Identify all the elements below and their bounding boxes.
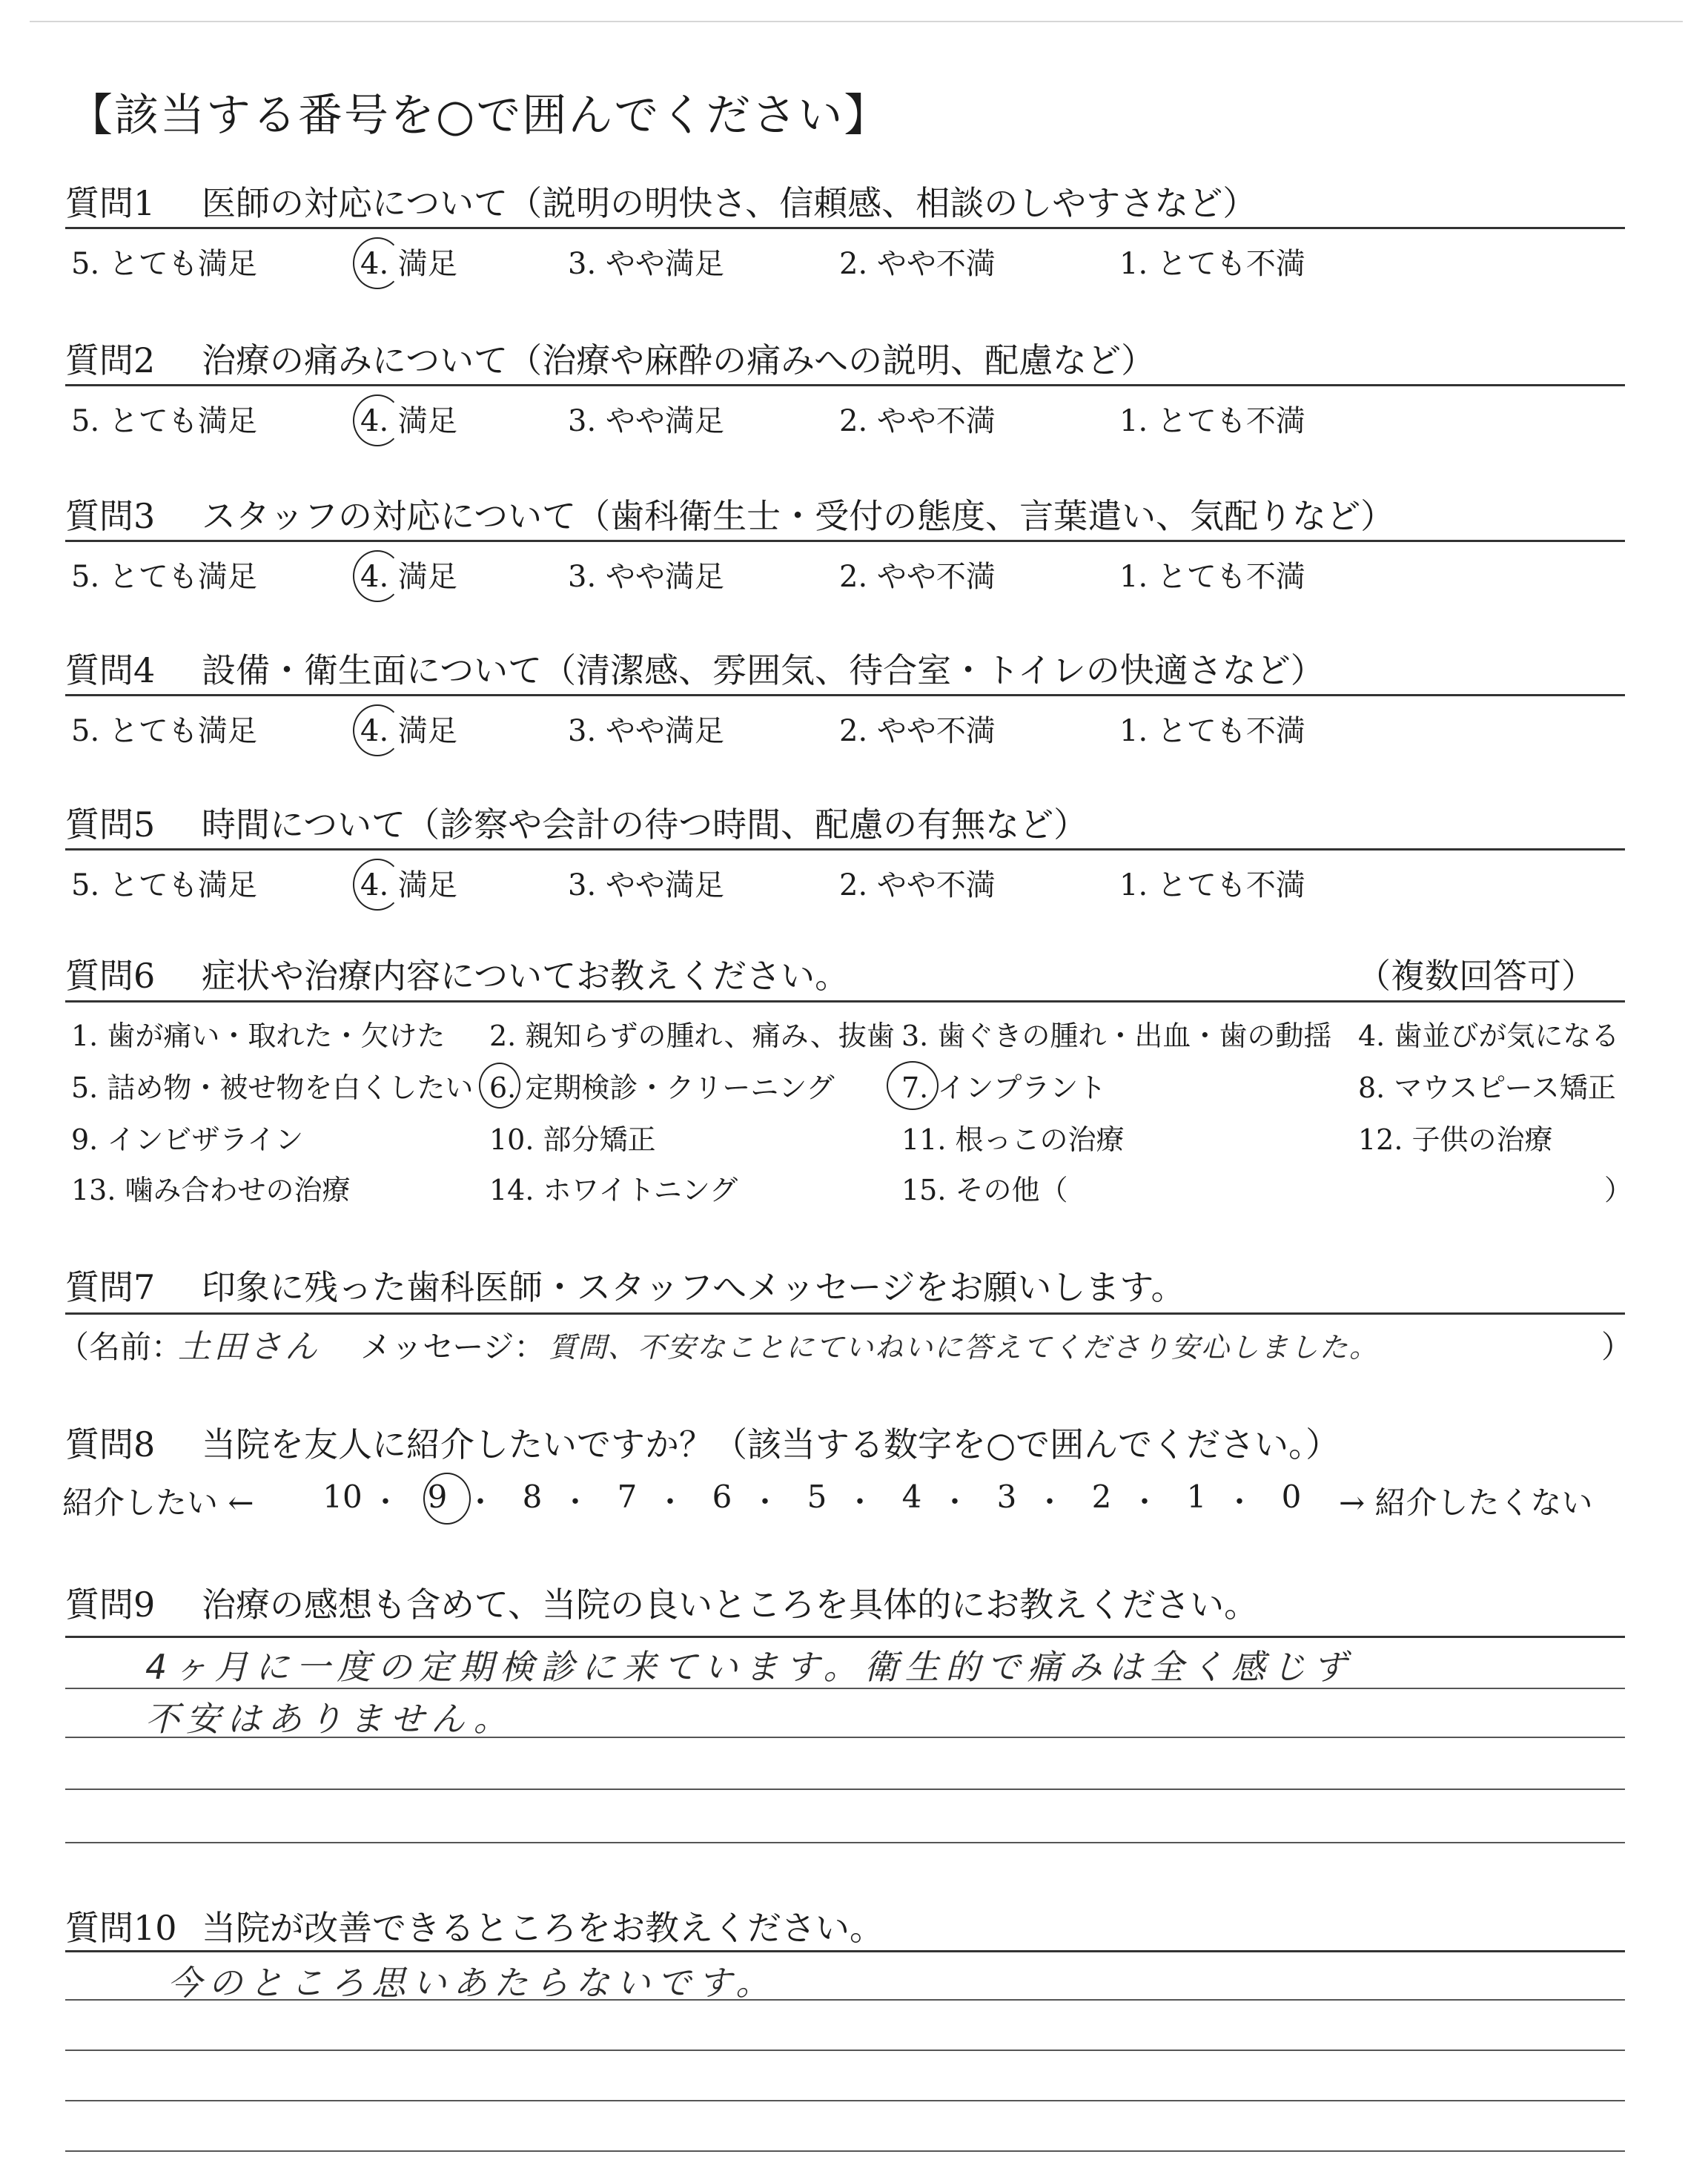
q8-separator: ・ — [560, 1485, 590, 1519]
q8-left-label: 紹介したい ← — [62, 1484, 254, 1521]
q8-scale-10: 10 — [322, 1479, 363, 1515]
q10-text: 当院が改善できるところをお教えください。 — [202, 1908, 884, 1948]
q6-option-2: 2. 親知らずの腫れ、痛み、抜歯 — [489, 1020, 895, 1052]
q8-right-label: → 紹介したくない — [1339, 1484, 1593, 1521]
q8-scale-2: 2 — [1091, 1479, 1112, 1515]
selection-circle-q5 — [353, 859, 402, 911]
q6-option-14: 14. ホワイトニング — [489, 1174, 738, 1206]
q6-option-10: 10. 部分矯正 — [489, 1123, 656, 1156]
q2-option-3: 3. やや満足 — [568, 404, 724, 438]
q9-answer-line-1: 4ヶ月に一度の定期検診に来ています。衛生的で痛みは全く感じず — [145, 1647, 1354, 1687]
q6-option-5: 5. 詰め物・被せ物を白くしたい — [71, 1071, 474, 1104]
q8-scale-6: 6 — [712, 1479, 732, 1515]
q3-option-3: 3. やや満足 — [568, 560, 724, 594]
q1-option-3: 3. やや満足 — [568, 247, 724, 281]
q7-close-paren: ） — [1601, 1329, 1633, 1365]
q4-option-3: 3. やや満足 — [568, 714, 724, 748]
q8-scale-1: 1 — [1186, 1479, 1207, 1515]
q6-option-16: ） — [1604, 1174, 1633, 1206]
q10-write-line-2 — [65, 2050, 1625, 2051]
q2-text: 治療の痛みについて（治療や麻酔の痛みへの説明、配慮など） — [202, 340, 1156, 380]
q6-option-8: 8. マウスピース矯正 — [1358, 1071, 1616, 1104]
q4-option-5: 5. とても満足 — [71, 714, 257, 748]
q7-text: 印象に残った歯科医師・スタッフへメッセージをお願いします。 — [202, 1267, 1185, 1307]
q6-text: 症状や治療内容についてお教えください。 — [202, 956, 850, 996]
q6-option-6: 6. 定期検診・クリーニング — [489, 1071, 835, 1104]
q8-scale-5: 5 — [807, 1479, 827, 1515]
q7-rule — [65, 1312, 1625, 1315]
q6-note: （複数回答可） — [1357, 956, 1595, 996]
q8-scale-7: 7 — [617, 1479, 638, 1515]
q7-name-value: 土田さん — [178, 1328, 320, 1366]
q4-option-1: 1. とても不満 — [1119, 714, 1305, 748]
q7-message-label: メッセージ： — [360, 1329, 546, 1365]
q5-option-4: 4. 満足 — [360, 868, 457, 902]
q8-scale-3: 3 — [996, 1479, 1017, 1515]
q8-separator: ・ — [845, 1485, 875, 1519]
q8-separator: ・ — [940, 1485, 970, 1519]
q6-rule — [65, 1000, 1625, 1003]
selection-circle-q6-6 — [479, 1063, 520, 1109]
q2-label: 質問2 — [65, 340, 156, 380]
q3-text: スタッフの対応について（歯科衛生士・受付の態度、言葉遣い、気配りなど） — [202, 496, 1395, 536]
q4-rule — [65, 694, 1625, 696]
q1-option-5: 5. とても満足 — [71, 247, 257, 281]
q6-label: 質問6 — [65, 956, 156, 996]
page-top-edge — [30, 21, 1683, 22]
q10-write-line-1 — [65, 1999, 1625, 2001]
q7-name-label: （名前： — [58, 1329, 183, 1365]
q7-message-value: 質問、不安なことにていねいに答えてくださり安心しました。 — [549, 1331, 1380, 1364]
q8-separator: ・ — [750, 1485, 780, 1519]
q3-option-4: 4. 満足 — [360, 560, 457, 594]
q8-scale-9: 9 — [427, 1479, 448, 1515]
q3-rule — [65, 540, 1625, 542]
q5-option-2: 2. やや不満 — [839, 868, 996, 902]
q5-option-5: 5. とても満足 — [71, 868, 257, 902]
q1-option-2: 2. やや不満 — [839, 247, 996, 281]
q6-option-13: 13. 噛み合わせの治療 — [71, 1174, 351, 1206]
q6-option-9: 9. インビザライン — [71, 1123, 304, 1156]
q6-option-3: 3. 歯ぐきの腫れ・出血・歯の動揺 — [901, 1020, 1332, 1052]
q7-label: 質問7 — [65, 1267, 156, 1307]
q1-option-1: 1. とても不満 — [1119, 247, 1305, 281]
q2-option-5: 5. とても満足 — [71, 404, 257, 438]
q8-separator: ・ — [1225, 1485, 1254, 1519]
q9-write-line-1 — [65, 1688, 1625, 1689]
q1-rule — [65, 227, 1625, 229]
q10-write-line-3 — [65, 2100, 1625, 2101]
q6-option-7: 7. インプラント — [901, 1071, 1107, 1104]
page-title: 【該当する番号を○で囲んでください】 — [68, 90, 890, 142]
q6-option-4: 4. 歯並びが気になる — [1358, 1020, 1620, 1052]
q10-label: 質問10 — [65, 1908, 177, 1948]
q10-write-line-4 — [65, 2150, 1625, 2152]
q8-text: 当院を友人に紹介したいですか？（該当する数字を○で囲んでください。） — [202, 1424, 1340, 1464]
q5-rule — [65, 848, 1625, 851]
q8-scale-4: 4 — [901, 1479, 922, 1515]
q5-label: 質問5 — [65, 805, 156, 845]
q8-scale-0: 0 — [1281, 1479, 1302, 1515]
q9-write-line-3 — [65, 1789, 1625, 1790]
selection-circle-q3 — [353, 550, 402, 602]
q8-separator: ・ — [1035, 1485, 1065, 1519]
q5-text: 時間について（診察や会計の待つ時間、配慮の有無など） — [202, 805, 1088, 845]
q2-option-2: 2. やや不満 — [839, 404, 996, 438]
q10-answer-line-1: 今のところ思いあたらないです。 — [168, 1963, 777, 2003]
q10-rule — [65, 1950, 1625, 1952]
q4-option-4: 4. 満足 — [360, 714, 457, 748]
q2-option-4: 4. 満足 — [360, 404, 457, 438]
q3-label: 質問3 — [65, 496, 156, 536]
q6-option-1: 1. 歯が痛い・取れた・欠けた — [71, 1020, 446, 1052]
q1-text: 医師の対応について（説明の明快さ、信頼感、相談のしやすさなど） — [202, 183, 1257, 223]
q1-label: 質問1 — [65, 183, 156, 223]
q3-option-1: 1. とても不満 — [1119, 560, 1305, 594]
selection-circle-q4 — [353, 704, 402, 756]
q2-option-1: 1. とても不満 — [1119, 404, 1305, 438]
q6-option-12: 12. 子供の治療 — [1358, 1123, 1553, 1156]
q4-option-2: 2. やや不満 — [839, 714, 996, 748]
selection-circle-q1 — [353, 237, 402, 289]
q4-text: 設備・衛生面について（清潔感、雰囲気、待合室・トイレの快適さなど） — [202, 650, 1325, 690]
q8-separator: ・ — [466, 1485, 495, 1519]
q4-label: 質問4 — [65, 650, 156, 690]
q9-rule — [65, 1636, 1625, 1638]
q8-separator: ・ — [1130, 1485, 1159, 1519]
q1-option-4: 4. 満足 — [360, 247, 457, 281]
q3-option-2: 2. やや不満 — [839, 560, 996, 594]
q9-text: 治療の感想も含めて、当院の良いところを具体的にお教えください。 — [202, 1585, 1259, 1625]
q8-label: 質問8 — [65, 1424, 156, 1464]
q8-separator: ・ — [655, 1485, 685, 1519]
q5-option-3: 3. やや満足 — [568, 868, 724, 902]
q6-option-11: 11. 根っこの治療 — [901, 1123, 1125, 1156]
q9-write-line-2 — [65, 1737, 1625, 1738]
q8-separator: ・ — [371, 1485, 400, 1519]
q9-answer-line-2: 不安はありません。 — [145, 1699, 514, 1739]
selection-circle-q6-7 — [887, 1061, 939, 1110]
q9-write-line-4 — [65, 1842, 1625, 1843]
q5-option-1: 1. とても不満 — [1119, 868, 1305, 902]
q9-label: 質問9 — [65, 1585, 156, 1625]
q2-rule — [65, 384, 1625, 386]
q3-option-5: 5. とても満足 — [71, 560, 257, 594]
selection-circle-q2 — [353, 394, 402, 446]
q6-option-15: 15. その他（ — [901, 1174, 1068, 1206]
selection-circle-q8 — [423, 1473, 471, 1525]
q8-scale-8: 8 — [522, 1479, 543, 1515]
